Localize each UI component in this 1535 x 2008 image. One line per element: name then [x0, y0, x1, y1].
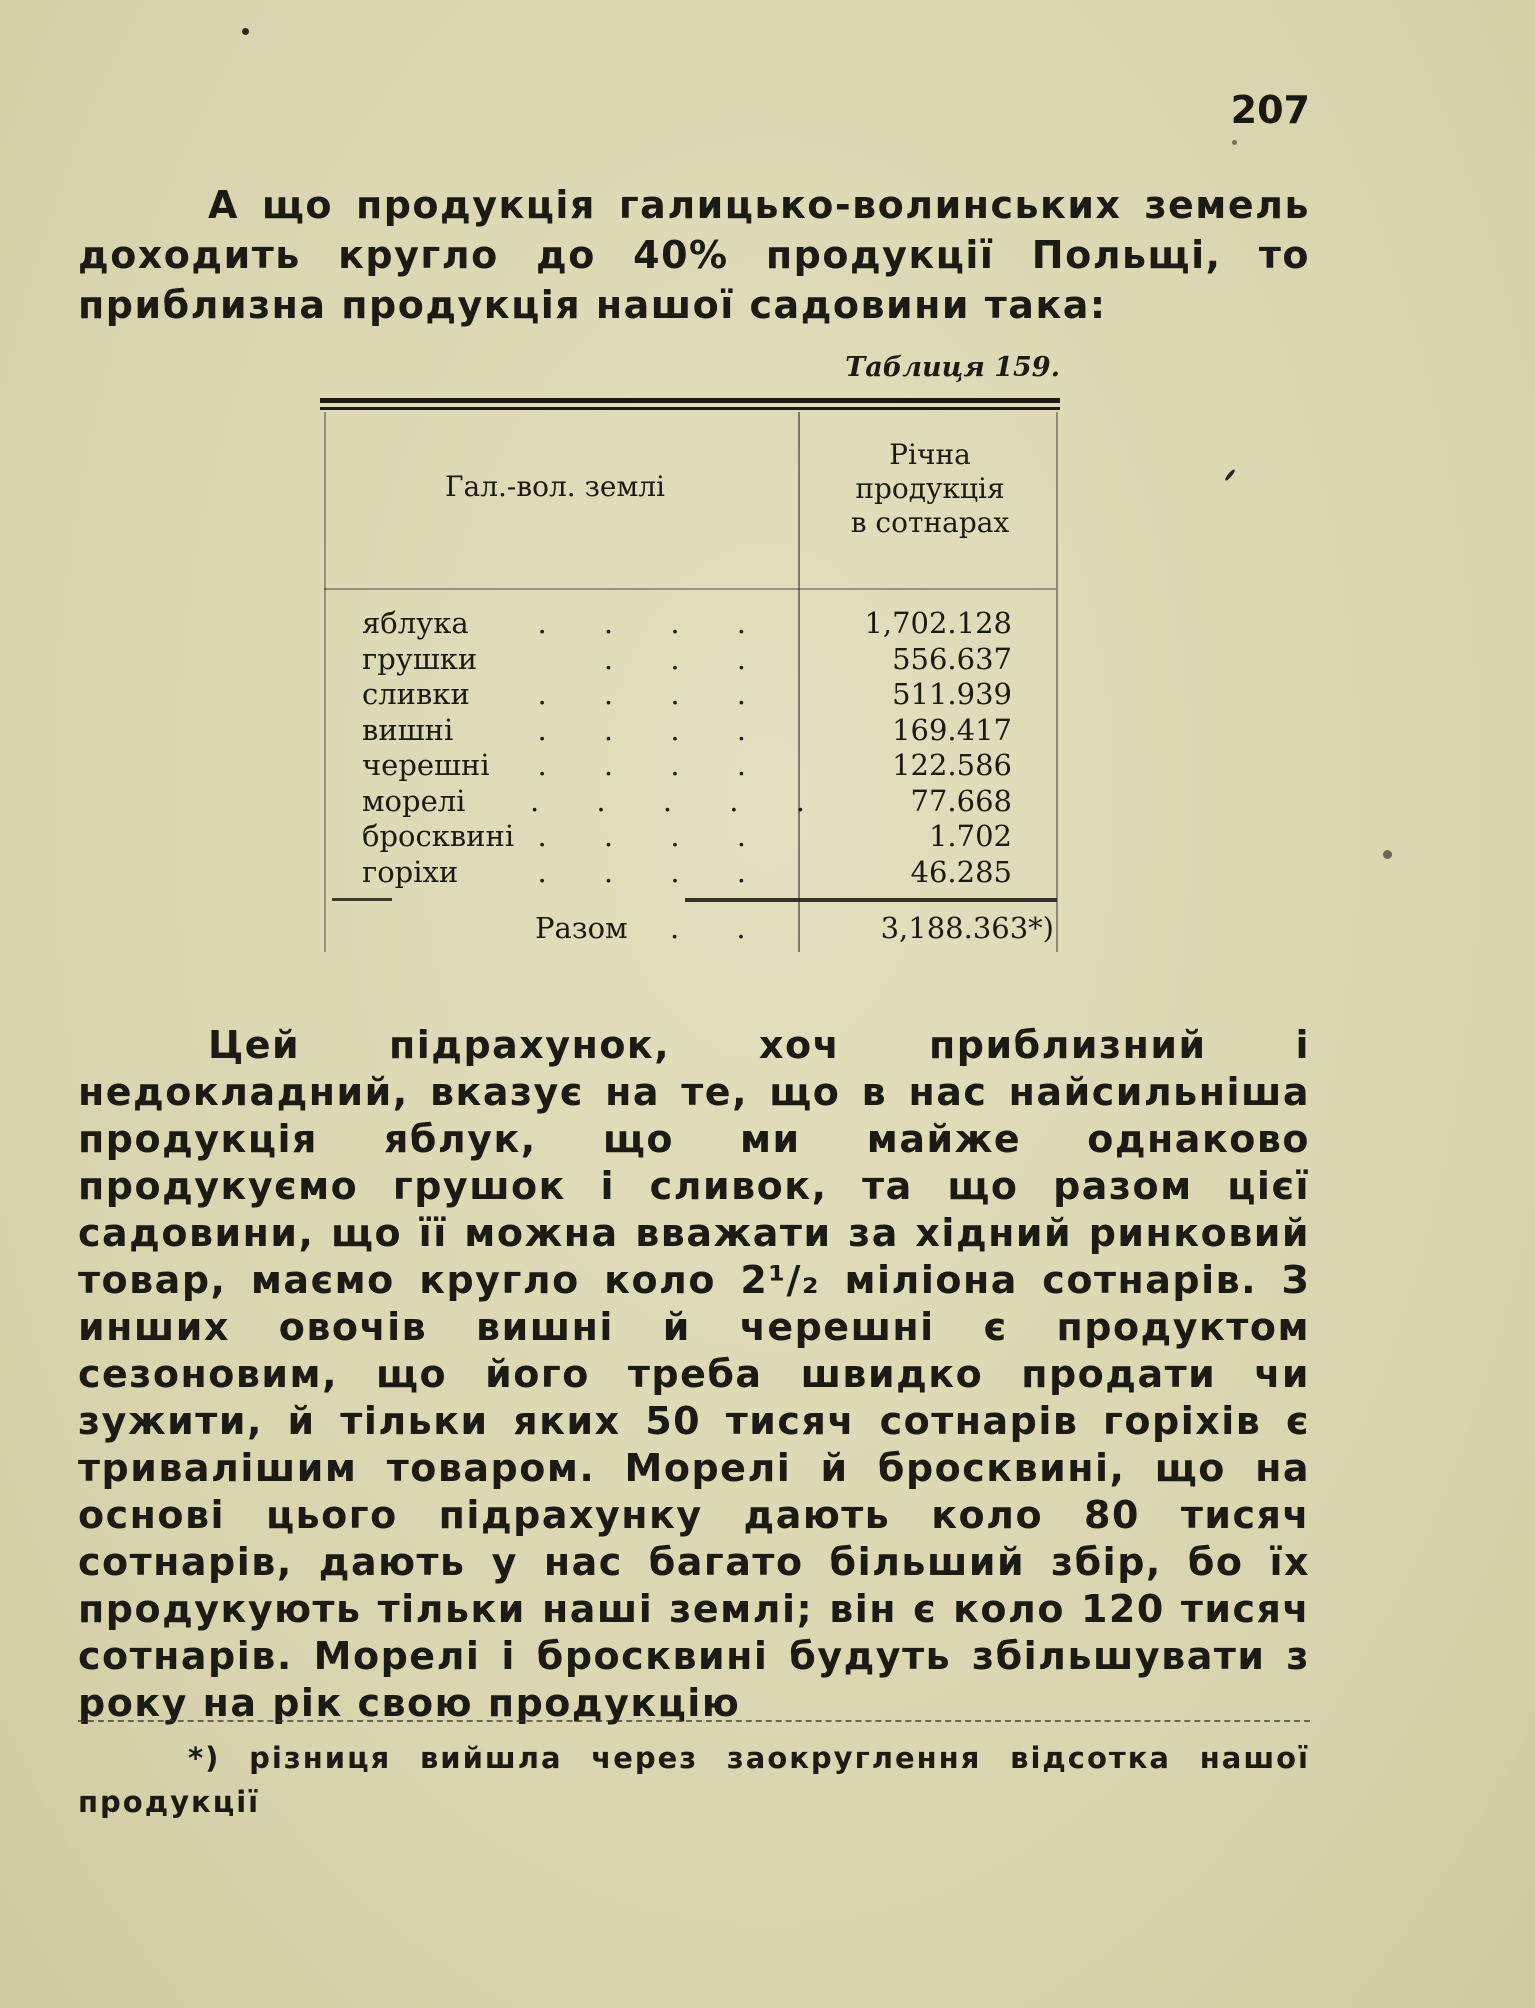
total-value: 3,188.363*) [880, 911, 1054, 945]
table-top-rule-2 [320, 407, 1060, 410]
row-value: 556.637 [892, 641, 1012, 676]
header-fruit-column: Гал.-вол. землі [445, 470, 665, 503]
header-line-2: продукція [855, 472, 1005, 505]
row-name: грушки [362, 641, 478, 676]
total-row [320, 908, 1060, 948]
row-name: черешні [362, 748, 490, 782]
row-name: морелі [362, 783, 466, 818]
row-value: 169.417 [892, 712, 1012, 747]
row-name: бросквині [362, 819, 515, 853]
table-row [320, 677, 1060, 713]
table-body [320, 606, 1060, 890]
table-header-rule [324, 588, 1056, 590]
table-row [320, 606, 1060, 642]
table-top-rule [320, 398, 1060, 403]
row-value: 1.702 [928, 819, 1012, 853]
row-leader-dots: . . . . [537, 854, 770, 889]
row-value: 1,702.128 [864, 606, 1012, 640]
row-leader-dots: . . . . [537, 606, 770, 640]
table-row [320, 784, 1060, 820]
header-line-3: в сотнарах [850, 506, 1010, 539]
row-leader-dots: . . . . [537, 677, 770, 711]
row-value: 511.939 [892, 677, 1012, 711]
header-line-1: Річна [889, 438, 971, 471]
row-value: 77.668 [910, 783, 1012, 818]
paper-speck [1224, 468, 1236, 481]
row-leader-dots: . . . . [537, 748, 770, 782]
row-name: горіхи [362, 854, 459, 889]
paper-speck [1383, 850, 1392, 859]
table-row [320, 642, 1060, 678]
sum-rule-right [685, 898, 1057, 902]
row-leader-dots: . . . [603, 641, 770, 676]
row-name: яблука [362, 606, 469, 640]
row-name: сливки [362, 677, 470, 711]
data-table [320, 398, 1060, 954]
sum-rule-left [332, 898, 392, 901]
table-row [320, 855, 1060, 891]
total-label: Разом [535, 911, 628, 945]
footnote: *) різниця вийшла через заокруглення відсотка нашої продукції [78, 1741, 1310, 1819]
row-leader-dots: . . . . [537, 712, 770, 747]
paper-speck [1232, 140, 1237, 145]
intro-paragraph: А що продукція галицько-волинських земель доходить кругло до 40% продукції Польщі, то приблизна продукція нашої садовини така: [78, 183, 1310, 327]
row-value: 46.285 [910, 854, 1012, 889]
table-row [320, 748, 1060, 784]
row-name: вишні [362, 712, 454, 747]
page-number: 207 [1230, 88, 1310, 132]
table-row [320, 713, 1060, 749]
row-leader-dots: . . . . [537, 819, 770, 853]
table-row [320, 819, 1060, 855]
footnote-separator [78, 1720, 1310, 1722]
total-leader-dots: . . [670, 911, 770, 945]
row-leader-dots: . . . . . [530, 783, 829, 818]
paper-speck [242, 28, 249, 35]
header-production-column [800, 438, 1060, 540]
table-caption: Таблиця 159. [845, 352, 1060, 383]
main-paragraph: Цей підрахунок, хоч приблизний і недокладний, вказує на те, що в нас найсильніша продукція яблук, що ми майже однаково продукуємо грушок і сливок, та що разом цієї садовини, що її можна вважати за хідний ринковий товар, маємо кругло коло 2¹/₂ міліона сотнарів. З инших овочів вишні й черешні є продуктом сезоновим, що його треба швидко продати чи зужити, й тільки яких 50 тисяч сотнарів горіхів є тривалішим товаром. Морелі й бросквині, що на основі цього підрахунку дають коло 80 тисяч сотнарів, дають у нас багато більший збір, бо їх продукують тільки наші землі; він є коло 120 тисяч сотнарів. Морелі і бросквині будуть збільшувати з року на рік свою продукцію [78, 1023, 1310, 1725]
row-value: 122.586 [892, 748, 1012, 782]
